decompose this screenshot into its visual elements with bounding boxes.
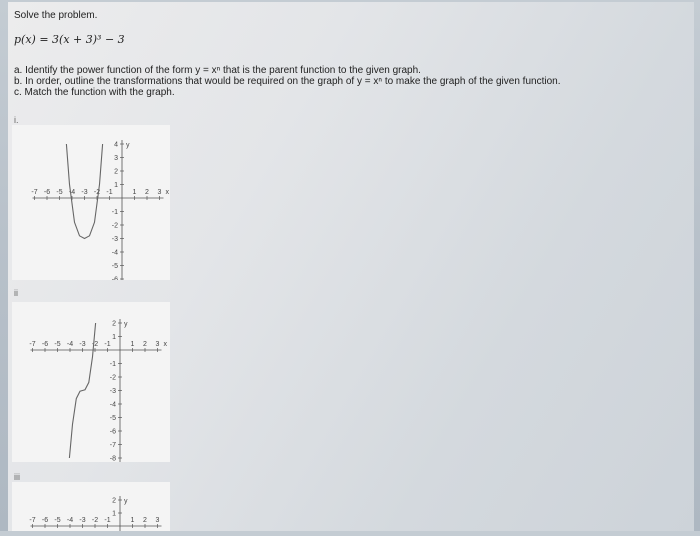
y-axis-label: y: [124, 498, 128, 505]
y-tick-label: 2: [112, 320, 116, 328]
x-tick-label: -1: [104, 517, 111, 524]
x-axis-label: x: [165, 189, 169, 196]
x-tick-label: 2: [143, 341, 147, 348]
y-tick-label: -4: [109, 401, 116, 409]
x-tick-label: -3: [79, 341, 86, 348]
y-tick-label: -2: [111, 222, 118, 230]
x-tick-label: -5: [54, 341, 61, 348]
y-tick-label: -5: [111, 263, 118, 270]
x-tick-label: 3: [157, 189, 162, 196]
x-tick-label: -4: [66, 341, 74, 348]
x-tick-label: -3: [79, 517, 86, 524]
x-tick-label: -2: [91, 341, 99, 348]
x-tick-label: 2: [145, 189, 149, 196]
y-tick-label: -1: [109, 361, 116, 368]
x-tick-label: -7: [29, 517, 36, 524]
y-tick-label: -2: [109, 374, 116, 382]
option-label-i: i.: [14, 115, 19, 125]
x-tick-label: -2: [93, 189, 101, 196]
x-tick-label: -6: [41, 517, 49, 524]
y-axis-label: y: [126, 142, 130, 149]
y-tick-label: -3: [111, 236, 118, 243]
x-tick-label: 1: [130, 517, 135, 524]
y-tick-label: -1: [111, 209, 118, 216]
y-tick-label: 1: [114, 182, 118, 189]
x-tick-label: -1: [104, 341, 111, 348]
part-c-text: c. Match the function with the graph.: [14, 87, 175, 98]
x-tick-label: -6: [43, 189, 51, 196]
x-tick-label: -1: [106, 189, 113, 196]
y-tick-label: 2: [114, 168, 118, 176]
x-axis-label: x: [163, 341, 167, 348]
y-tick-label: -6: [109, 428, 116, 436]
y-tick-label: -7: [109, 442, 116, 449]
x-tick-label: -3: [81, 189, 88, 196]
y-tick-label: -3: [109, 388, 116, 395]
y-tick-label: -8: [109, 455, 116, 462]
x-tick-label: 2: [143, 517, 147, 524]
graph-option-i[interactable]: [12, 125, 170, 280]
x-tick-label: -7: [29, 341, 36, 348]
option-label-iii: iii: [14, 472, 20, 482]
function-equation: p(x) = 3(x + 3)³ − 3: [14, 33, 125, 46]
y-axis-label: y: [124, 321, 128, 328]
y-tick-label: 2: [112, 497, 116, 505]
x-tick-label: -5: [54, 517, 61, 524]
x-tick-label: 1: [132, 189, 137, 196]
option-label-ii: ii: [14, 288, 18, 298]
part-a-text: a. Identify the power function of the form y = xⁿ that is the parent function to the given graph.: [14, 65, 421, 76]
x-tick-label: 3: [155, 341, 160, 348]
x-tick-label: -4: [66, 517, 74, 524]
graph-option-iii[interactable]: [12, 482, 170, 531]
y-tick-label: 3: [114, 155, 118, 162]
x-tick-label: -6: [41, 341, 49, 348]
y-tick-label: -4: [111, 249, 118, 257]
x-tick-label: -7: [31, 189, 38, 196]
y-tick-label: 1: [112, 510, 116, 518]
x-tick-label: 3: [155, 517, 160, 524]
graph-option-ii[interactable]: [12, 302, 170, 462]
y-tick-label: -5: [109, 415, 116, 422]
x-tick-label: 1: [130, 341, 135, 348]
x-tick-label: -4: [68, 189, 76, 196]
instruction-text: Solve the problem.: [14, 10, 98, 21]
y-tick-label: 4: [114, 141, 118, 149]
part-b-text: b. In order, outline the transformations that would be required on the graph of y = xⁿ to make the graph of the given function.: [14, 76, 561, 87]
y-tick-label: 1: [112, 334, 116, 341]
x-tick-label: -5: [56, 189, 63, 196]
x-tick-label: -2: [91, 517, 99, 524]
y-tick-label: -6: [111, 276, 118, 280]
